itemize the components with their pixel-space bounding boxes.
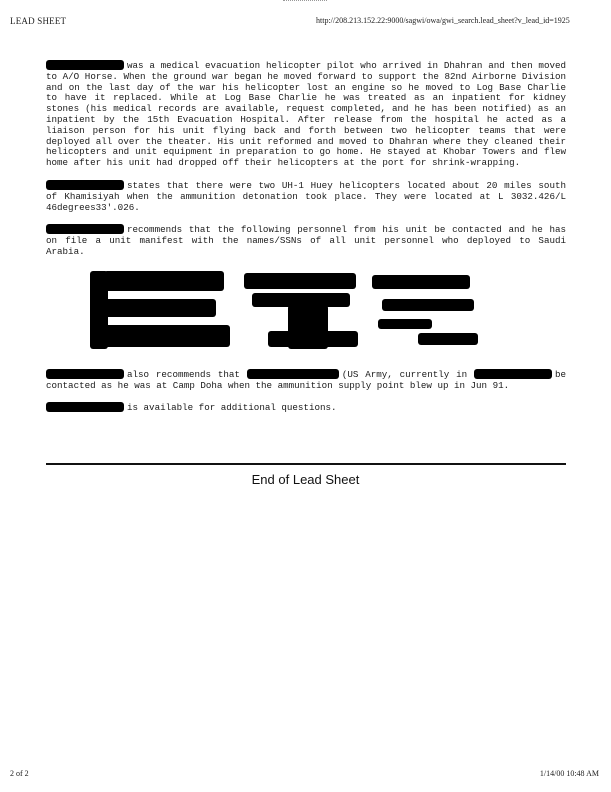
document-title: LEAD SHEET: [10, 16, 67, 26]
lead-sheet-body: [46, 60, 566, 425]
paragraph-text: be contacted as he was at Camp Doha when the ammunition supply point blew up in Jun 91.: [46, 368, 567, 391]
paragraph-text: was a medical evacuation helicopter pilot who arrived in Dhahran and then moved to A/O Horse. When the ground war began he moved forward to support the 82nd Airborne Division and on the last day of the war his helicopter lost an engine so he moved to Log Base Charlie to have it replaced. While at Log Base Charlie he was treated as an inpatient for kidney stones (his medical records are available, request completed, and he has been notified) as an inpatient by the 15th Evacuation Hospital. After release from the hospital he acted as a liaison person for his unit flying back and forth between two helicopter teams that were deployed all over the theater. His unit reformed and moved to Dhahran where they cleaned their helicopters and unit equipment in preparation to go home. He stayed at Khobar Towers and flew home after his unit had dropped off their helicopters at the port for shrink-wrapping.: [46, 60, 566, 169]
paragraph-text: is available for additional questions.: [127, 402, 337, 414]
redacted-name: [46, 369, 124, 379]
redaction-bar: [378, 319, 432, 329]
end-divider: [46, 463, 566, 465]
paragraph-camp-doha: [46, 369, 566, 392]
paragraph-text: states that there were two UH-1 Huey helicopters located about 20 miles south of Khamisiyah when the ammunition detonation took place. They were located at L 3032.426/L 46degrees33'.026.: [46, 179, 566, 213]
redacted-name: [247, 369, 339, 379]
paragraph-availability: [46, 402, 566, 414]
redaction-bar: [104, 271, 224, 291]
redacted-name: [46, 60, 124, 70]
paragraph-helicopter-location: [46, 180, 566, 213]
paragraph-text: recommends that the following personnel from his unit be contacted and he has on file a unit manifest with the names/SSNs of all unit personnel who deployed to Saudi Arabia.: [46, 224, 566, 257]
source-url[interactable]: http://208.213.152.22:9000/sagwi/owa/gwi_search.lead_sheet?v_lead_id=1925: [316, 16, 570, 25]
paragraph-pilot-account: [46, 60, 566, 169]
end-of-lead-sheet-label: End of Lead Sheet: [251, 472, 360, 487]
redaction-bar: [104, 325, 230, 347]
print-timestamp: 1/14/00 10:48 AM: [539, 769, 599, 778]
paragraph-text: also recommends that: [127, 368, 240, 380]
paragraph-text: (US Army, currently in: [341, 368, 468, 380]
redaction-bar: [268, 331, 358, 347]
paragraph-recommendation: [46, 224, 566, 257]
redaction-bar: [382, 299, 474, 311]
page-header: [0, 0, 611, 40]
redacted-name: [46, 224, 124, 234]
top-divider-mark: [283, 0, 327, 3]
redacted-location: [474, 369, 552, 379]
redaction-bar: [372, 275, 470, 289]
redaction-bar: [104, 299, 216, 317]
redaction-bar: [418, 333, 478, 345]
redacted-name: [46, 402, 124, 412]
redacted-personnel-list: [46, 269, 566, 359]
redaction-bar: [244, 273, 356, 289]
redacted-name: [46, 180, 124, 190]
page-number: 2 of 2: [10, 769, 29, 778]
